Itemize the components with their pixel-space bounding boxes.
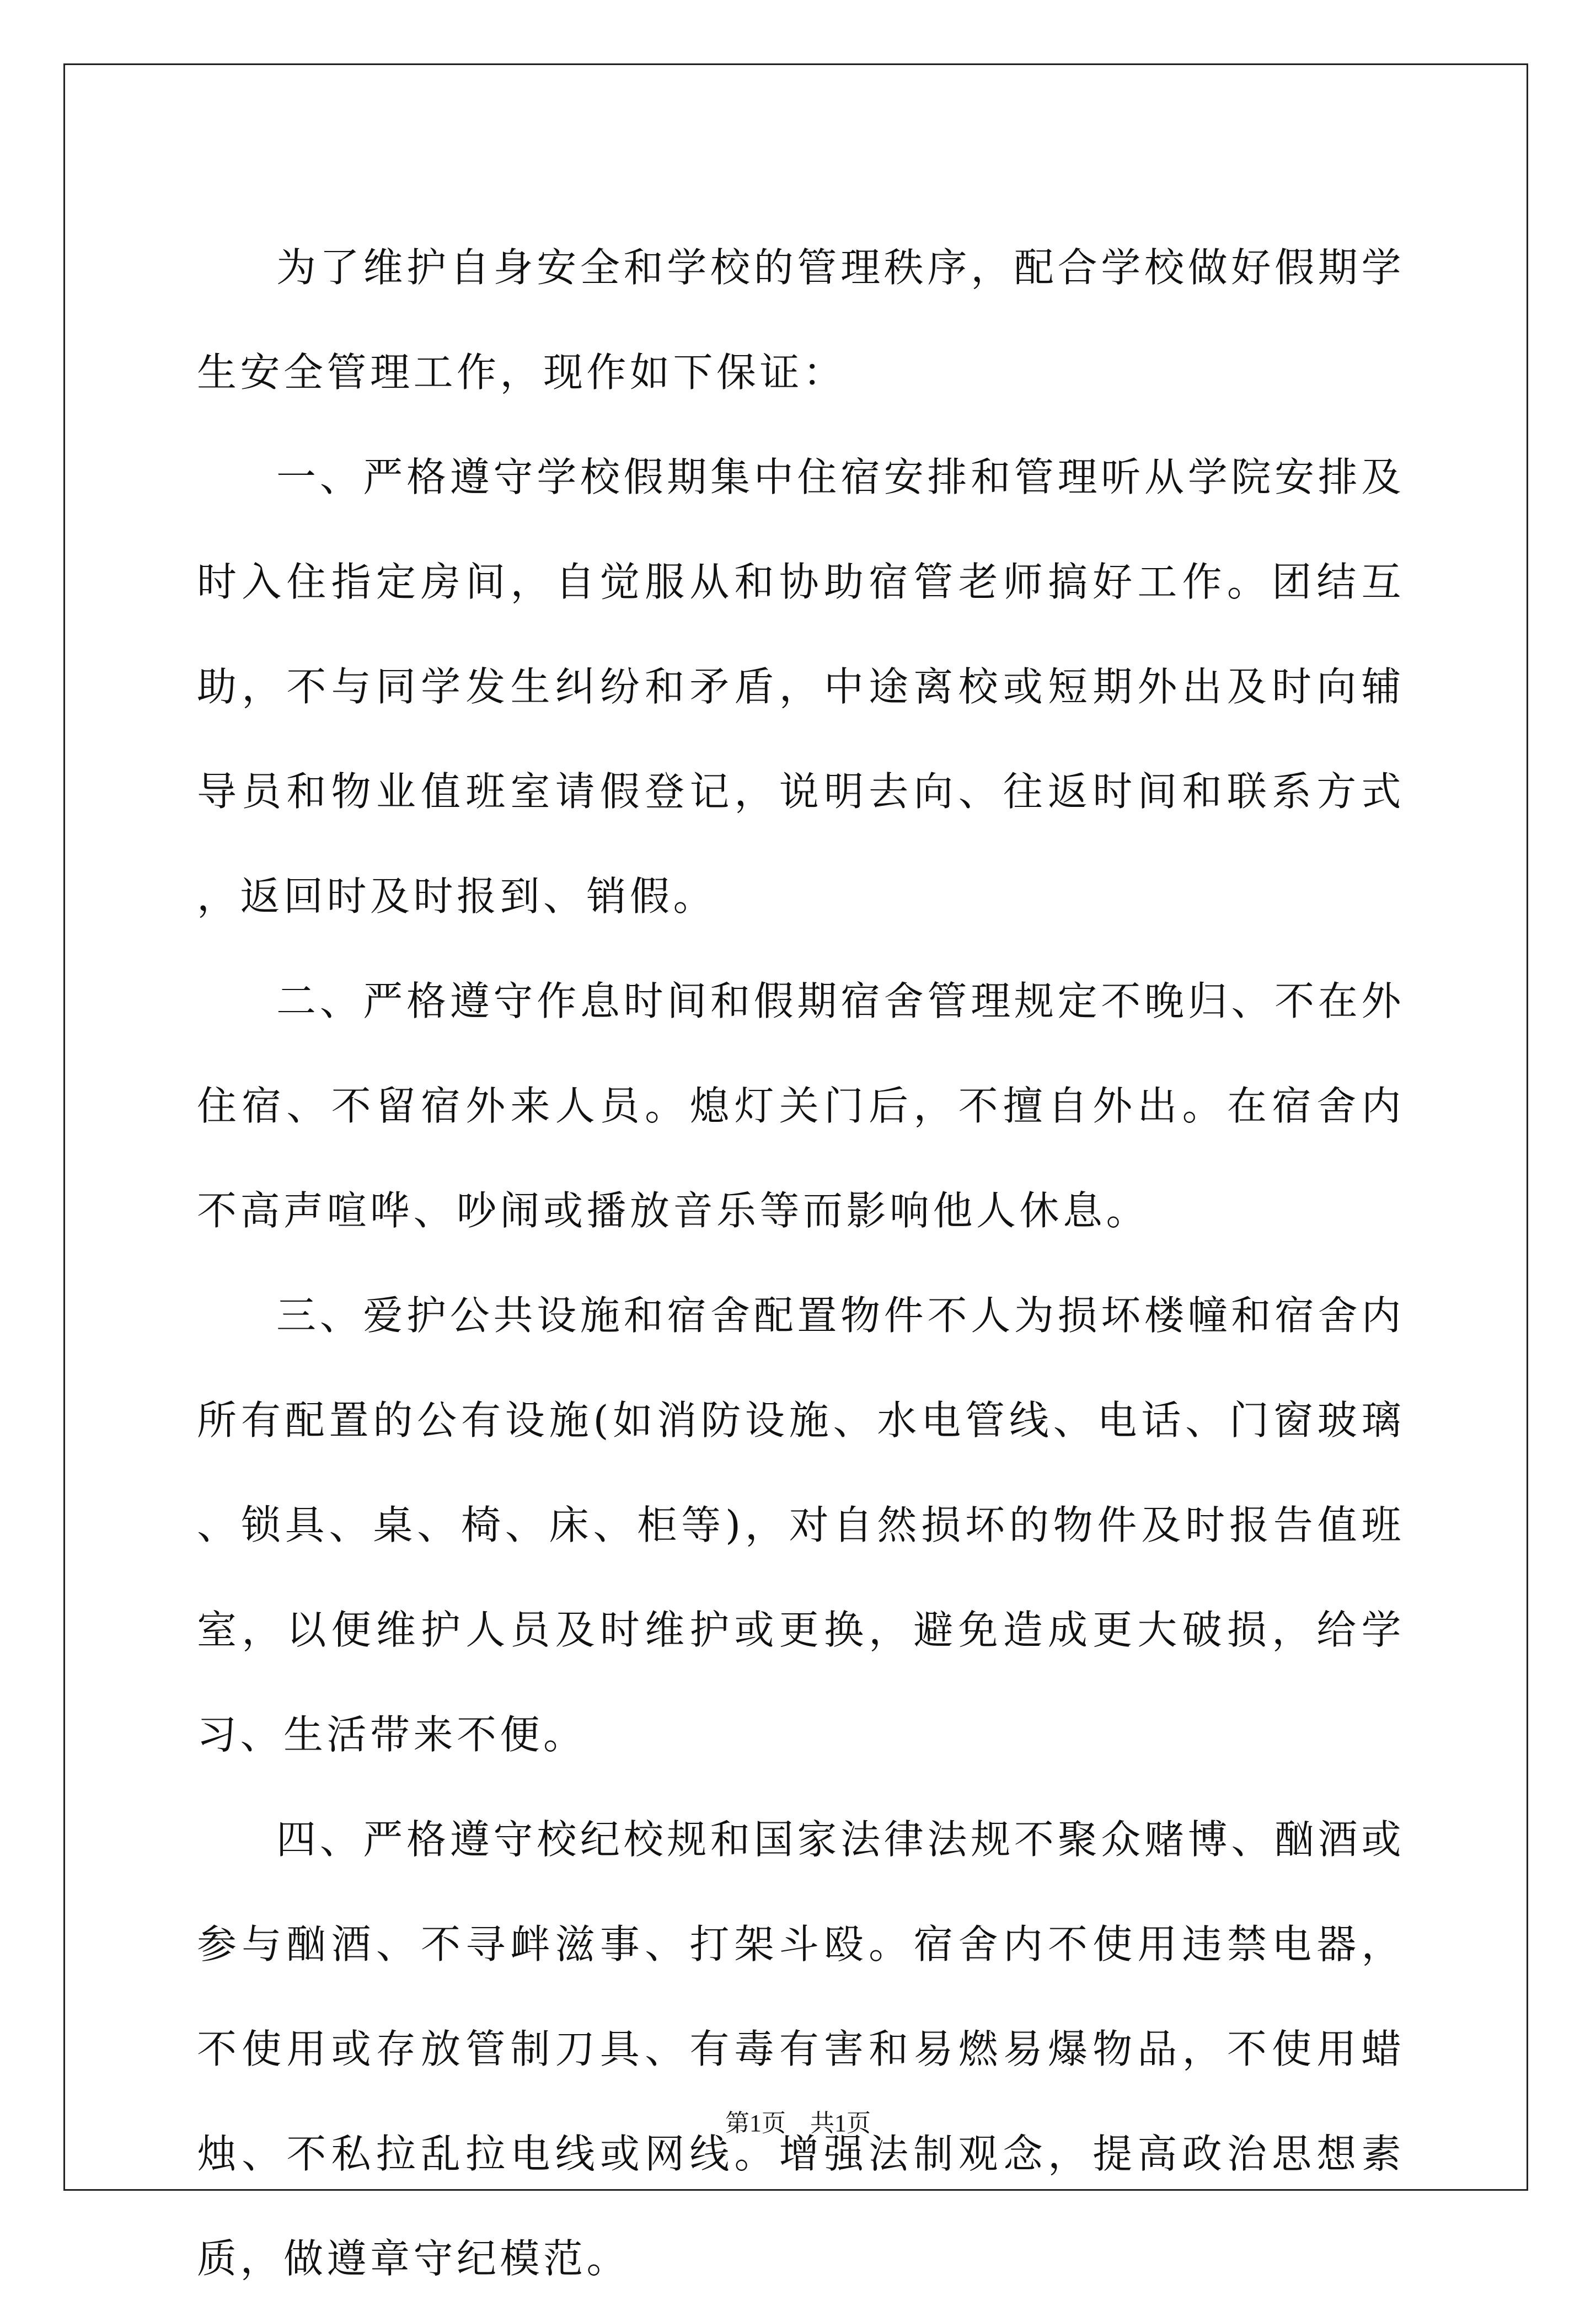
- document-body: [197, 215, 1405, 2311]
- paragraph-intro: 为了维护自身安全和学校的管理秩序，配合学校做好假期学生安全管理工作，现作如下保证：: [197, 244, 1405, 395]
- paragraph-item-1: 一、严格遵守学校假期集中住宿安排和管理听从学院安排及时入住指定房间，自觉服从和协助宿管老师搞好工作。团结互助，不与同学发生纠纷和矛盾，中途离校或短期外出及时向辅导员和物业值班室请假登记，说明去向、往返时间和联系方式，返回时及时报到、销假。: [197, 454, 1405, 919]
- paragraph-item-2: 二、严格遵守作息时间和假期宿舍管理规定不晚归、不在外住宿、不留宿外来人员。熄灯关门后，不擅自外出。在宿舍内不高声喧哗、吵闹或播放音乐等而影响他人休息。: [197, 978, 1405, 1234]
- paragraph-item-4: 四、严格遵守校纪校规和国家法律法规不聚众赌博、酗酒或参与酗酒、不寻衅滋事、打架斗殴。宿舍内不使用违禁电器，不使用或存放管制刀具、有毒有害和易燃易爆物品，不使用蜡烛、不私拉乱拉电线或网线。增强法制观念，提高政治思想素质，做遵章守纪模范。: [197, 1816, 1405, 2282]
- paragraph-item-3: 三、爱护公共设施和宿舍配置物件不人为损坏楼幢和宿舍内所有配置的公有设施(如消防设施、水电管线、电话、门窗玻璃、锁具、桌、椅、床、柜等)，对自然损坏的物件及时报告值班室，以便维护人员及时维护或更换，避免造成更大破损，给学习、生活带来不便。: [197, 1292, 1405, 1758]
- page-number-footer: 第1页 共1页: [725, 2110, 871, 2137]
